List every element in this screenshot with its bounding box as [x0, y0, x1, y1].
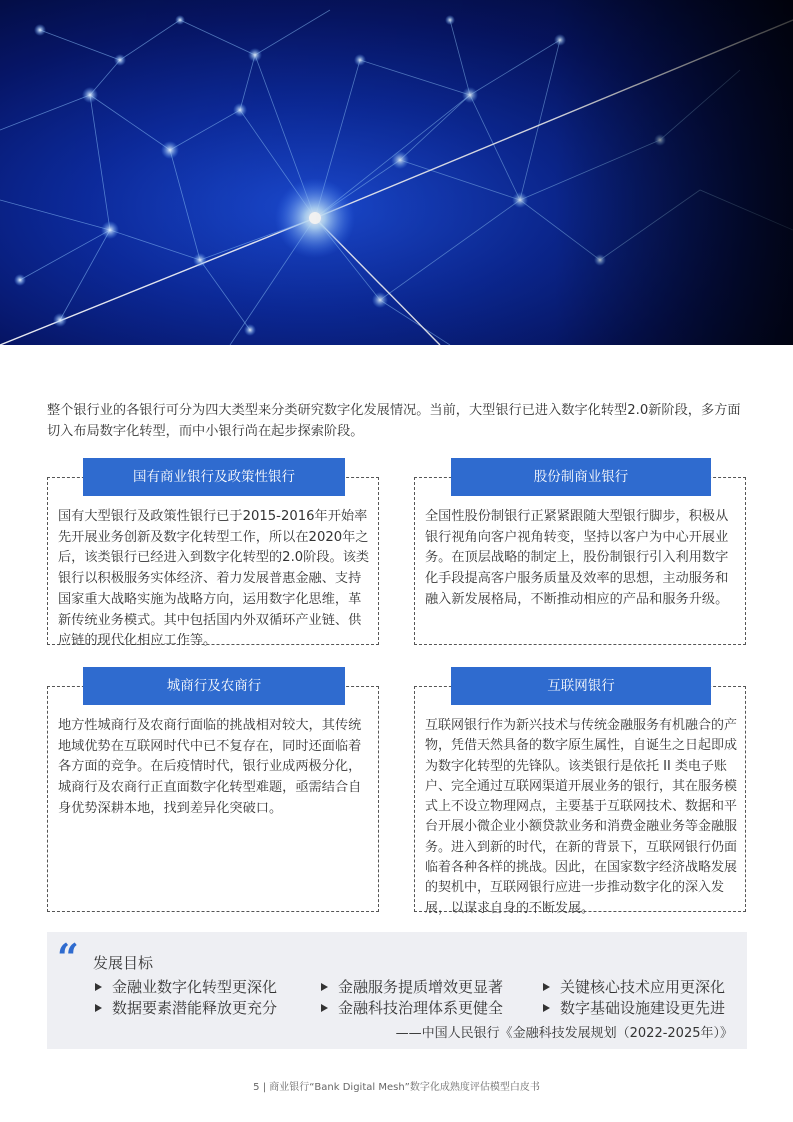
- triangle-bullet-icon: [95, 983, 102, 991]
- card-title-state-owned: 国有商业银行及政策性银行: [83, 458, 345, 496]
- triangle-bullet-icon: [543, 1004, 550, 1012]
- hero-network-image: [0, 0, 793, 345]
- card-body-state-owned: 国有大型银行及政策性银行已于2015-2016年开始率先开展业务创新及数字化转型工作，所以在2020年之后，该类银行已经进入到数字化转型的2.0阶段。该类银行以积极服务实体经济、着力发展普惠金融、支持国家重大战略实施为战略方向，运用数字化思维，革新传统业务模式。其中包括国内外双循环产业链、供应链的现代化相应工作等。: [58, 509, 370, 649]
- card-body-joint-stock: 全国性股份制银行正紧紧跟随大型银行脚步，积极从银行视角向客户视角转变，坚持以客户为中心开展业务。在顶层战略的制定上，股份制银行引入利用数字化手段提高客户服务质量及效率的思想，主动服务和融入新发展格局，不断推动相应的产品和服务升级。: [425, 509, 729, 607]
- goal-item: 数字基础设施建设更先进: [543, 997, 725, 1018]
- goal-item: 金融科技治理体系更健全: [321, 997, 503, 1018]
- card-title-city-rural: 城商行及农商行: [83, 667, 345, 705]
- triangle-bullet-icon: [321, 983, 328, 991]
- quote-mark-icon: “: [57, 935, 79, 980]
- quote-source: ——中国人民银行《金融科技发展规划（2022-2025年）》: [395, 1026, 733, 1041]
- card-title-joint-stock: 股份制商业银行: [451, 458, 711, 496]
- triangle-bullet-icon: [95, 1004, 102, 1012]
- development-goals-box: [47, 932, 747, 1049]
- goal-item: 数据要素潜能释放更充分: [95, 997, 277, 1018]
- network-graphic: [0, 0, 793, 345]
- card-title-internet: 互联网银行: [451, 667, 711, 705]
- page-footer: 5 | 商业银行“Bank Digital Mesh”数字化成熟度评估模型白皮书: [253, 1082, 540, 1093]
- goal-item: 关键核心技术应用更深化: [543, 976, 725, 997]
- goal-item: 金融业数字化转型更深化: [95, 976, 277, 997]
- goals-title: 发展目标: [93, 954, 154, 972]
- triangle-bullet-icon: [543, 983, 550, 991]
- card-body-internet: 互联网银行作为新兴技术与传统金融服务有机融合的产物，凭借天然具备的数字原生属性，自诞生之日起即成为数字化转型的先锋队。该类银行是依托 II 类电子账户、完全通过互联网渠道开展业务的银行，其在服务模式上不设立物理网点，主要基于互联网技术、数据和平台开展小微企业小额贷款业务和消费金融业务等金融服务。进入到新的时代，在新的背景下，互联网银行仍面临着各种各样的挑战。因此，在国家数字经济战略发展的契机中，互联网银行应进一步推动数字化的深入发展，以谋求自身的不断发展。: [425, 718, 738, 916]
- goal-item: 金融服务提质增效更显著: [321, 976, 503, 997]
- triangle-bullet-icon: [321, 1004, 328, 1012]
- card-body-city-rural: 地方性城商行及农商行面临的挑战相对较大，其传统地域优势在互联网时代中已不复存在，同时还面临着各方面的竞争。在后疫情时代，银行业成两极分化，城商行及农商行正直面数字化转型难题，亟需结合自身优势深耕本地，找到差异化突破口。: [58, 718, 362, 816]
- intro-paragraph: 整个银行业的各银行可分为四大类型来分类研究数字化发展情况。当前，大型银行已进入数字化转型2.0新阶段，多方面切入布局数字化转型，而中小银行尚在起步探索阶段。: [47, 403, 741, 439]
